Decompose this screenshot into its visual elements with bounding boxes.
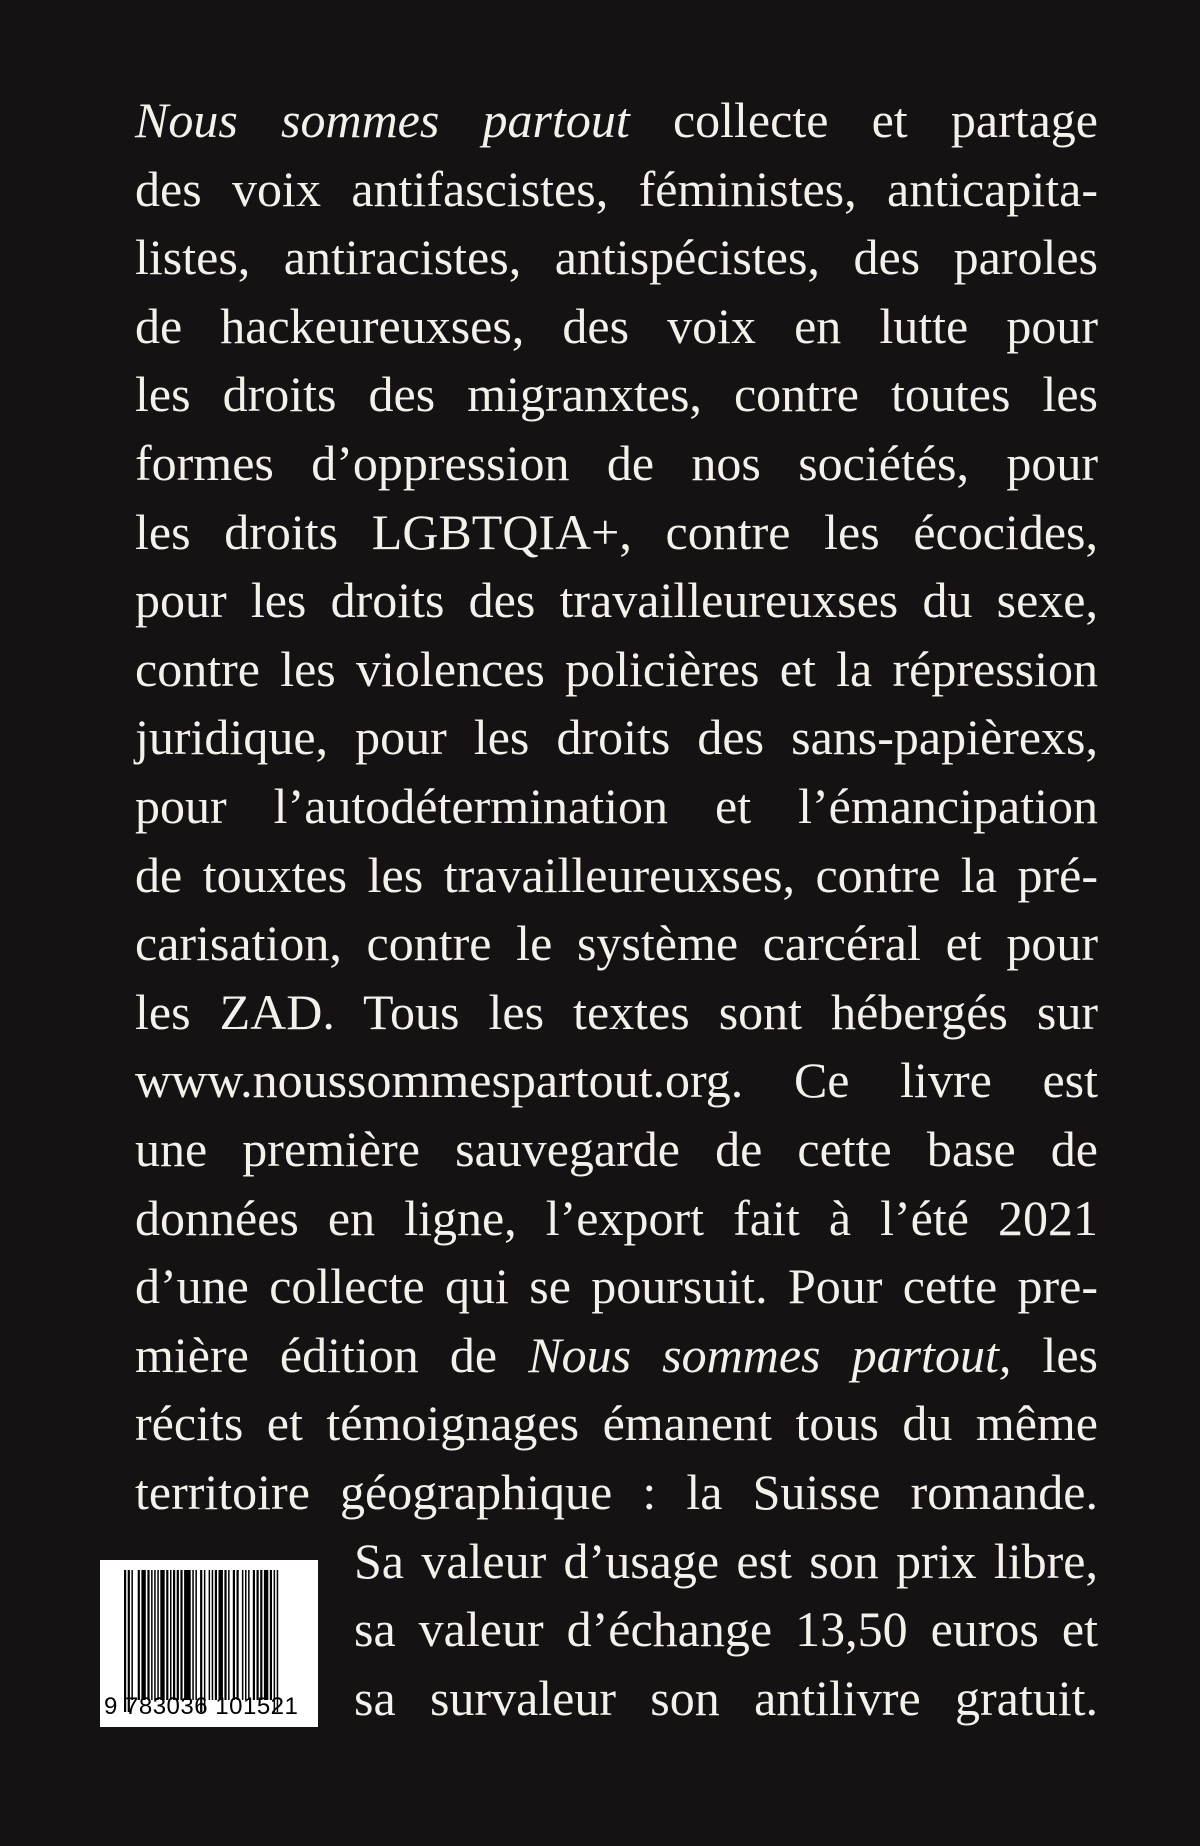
text-line xyxy=(135,1052,1098,1109)
text-line xyxy=(135,1258,1098,1315)
body-text: données en ligne, l’export fait à l’été 2021 xyxy=(135,1189,1098,1246)
barcode-bar xyxy=(274,1570,276,1712)
text-line xyxy=(135,297,1098,354)
text-line xyxy=(135,1326,1099,1383)
text-line xyxy=(135,435,1098,491)
body-text: sa valeur d’échange 13,50 euros et xyxy=(354,1601,1098,1658)
body-text: pour les droits des travailleureuxses du sexe, xyxy=(135,572,1098,629)
barcode-bar xyxy=(184,1570,191,1700)
text-line xyxy=(135,1395,1098,1452)
body-text: sa survaleur son antilivre gratuit. xyxy=(354,1669,1098,1726)
barcode-bar xyxy=(245,1570,247,1700)
body-text: une première sauvegarde de cette base de xyxy=(135,1121,1098,1177)
body-text: collecte et partage xyxy=(629,92,1098,148)
barcode-bar xyxy=(277,1570,279,1712)
barcode-bar xyxy=(215,1570,217,1700)
barcode-bar xyxy=(147,1570,149,1700)
body-text: formes d’oppression de nos sociétés, pour xyxy=(135,435,1098,491)
body-text: de hackeureuxses, des voix en lutte pour xyxy=(135,297,1098,354)
text-line xyxy=(135,640,1098,697)
body-text: contre les violences policières et la répression xyxy=(135,640,1098,697)
text-line xyxy=(135,1464,1098,1520)
barcode-bar xyxy=(264,1570,268,1700)
body-text: de touxtes les travailleureuxses, contre la pré- xyxy=(135,846,1098,903)
isbn-barcode xyxy=(100,1560,318,1727)
barcode-bar xyxy=(128,1570,130,1712)
body-text: récits et témoignages émanent tous du même xyxy=(135,1395,1098,1452)
barcode-bar xyxy=(248,1570,250,1700)
barcode-bar xyxy=(160,1570,164,1700)
body-text: mière édition de xyxy=(135,1326,529,1383)
barcode-bar xyxy=(138,1570,140,1700)
body-text: les droits des migranxtes, contre toutes les xyxy=(135,366,1098,423)
text-line xyxy=(354,1669,1098,1726)
barcode-bar xyxy=(151,1570,153,1700)
barcode-bar xyxy=(242,1570,244,1700)
body-text: d’une collecte qui se poursuit. Pour cette pre- xyxy=(135,1258,1098,1315)
barcode-bar xyxy=(257,1570,259,1700)
body-text: les droits LGBTQIA+, contre les écocides, xyxy=(135,503,1098,560)
text-line xyxy=(135,572,1098,629)
text-line xyxy=(135,92,1098,148)
body-text: Sa valeur d’usage est son prix libre, xyxy=(354,1532,1098,1589)
isbn-number: 9 783036 101521 xyxy=(104,1693,299,1720)
body-text: juridique, pour les droits des sans-papièrexs, xyxy=(135,709,1098,766)
barcode-bar xyxy=(253,1570,255,1700)
barcode-bar xyxy=(177,1570,179,1700)
barcode-bar xyxy=(170,1570,172,1700)
barcode-bar xyxy=(209,1570,211,1700)
body-text: listes, antiracistes, antispécistes, des paroles xyxy=(135,229,1098,286)
barcode-bar xyxy=(154,1570,156,1700)
text-line xyxy=(135,1189,1098,1246)
text-line xyxy=(135,366,1098,423)
barcode-bar xyxy=(131,1570,133,1700)
barcode-bar xyxy=(212,1570,214,1700)
barcode-bar xyxy=(228,1570,230,1700)
text-line xyxy=(135,1121,1098,1177)
text-line xyxy=(135,983,1098,1040)
barcode-bar xyxy=(124,1570,126,1712)
text-line xyxy=(135,229,1098,286)
text-line xyxy=(135,915,1098,972)
barcode-bar xyxy=(204,1570,206,1712)
text-line xyxy=(354,1532,1098,1589)
italic-title-text: Nous sommes partout, xyxy=(528,1326,1012,1383)
body-text: pour l’autodétermination et l’émancipation xyxy=(135,778,1098,834)
barcode-bar xyxy=(166,1570,168,1700)
body-text: les xyxy=(1011,1326,1099,1383)
text-line xyxy=(135,709,1098,766)
barcode-bar xyxy=(180,1570,182,1700)
barcode-bar xyxy=(157,1570,159,1700)
barcode-bar xyxy=(260,1570,262,1700)
barcode-bar xyxy=(270,1570,272,1700)
barcode-bar xyxy=(224,1570,226,1700)
barcode-bar xyxy=(237,1570,239,1700)
barcode-bar xyxy=(173,1570,175,1700)
body-text: territoire géographique : la Suisse romande. xyxy=(135,1464,1098,1520)
body-text: carisation, contre le système carcéral et pour xyxy=(135,915,1098,972)
text-line xyxy=(135,778,1098,834)
barcode-bar xyxy=(219,1570,223,1700)
body-text: les ZAD. Tous les textes sont hébergés sur xyxy=(135,983,1098,1040)
text-line xyxy=(354,1601,1098,1658)
barcode-bar xyxy=(233,1570,235,1700)
barcode-bar xyxy=(141,1570,145,1700)
text-line xyxy=(135,160,1098,217)
body-text: www.noussommespartout.org. Ce livre est xyxy=(135,1052,1098,1109)
text-line xyxy=(135,503,1098,560)
italic-title-text: Nous sommes partout xyxy=(135,92,630,148)
barcode-bar xyxy=(200,1570,202,1712)
text-line xyxy=(135,846,1098,903)
body-text: des voix antifascistes, féministes, anticapita- xyxy=(135,160,1098,217)
barcode-bar xyxy=(192,1570,194,1700)
barcode-bar xyxy=(195,1570,197,1700)
